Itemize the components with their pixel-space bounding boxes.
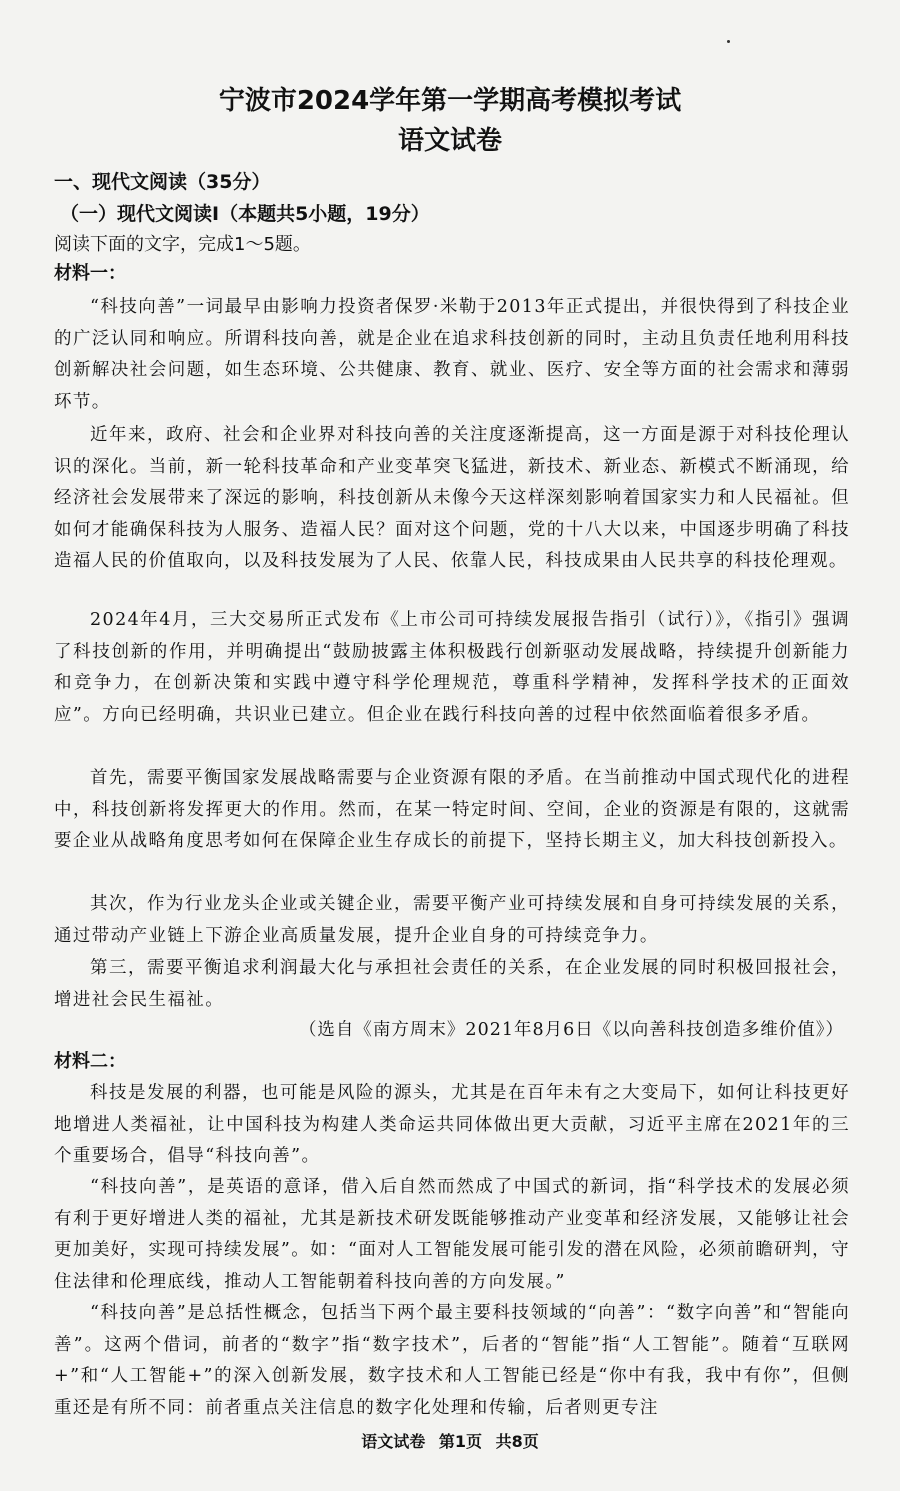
material-two-paragraph: “科技向善”，是英语的意译，借入后自然而然成了中国式的新词，指“科学技术的发展必须有利于更好增进人类的福祉，尤其是新技术研发既能够推动产业变革和经济发展，又能够让社会更加美好，实现可持续发展”。如：“面对人工智能发展可能引发的潜在风险，必须前瞻研判，守住法律和伦理底线，推动人工智能朝着科技向善的方向发展。” [54,1177,850,1292]
subsection-heading: （一）现代文阅读Ⅰ（本题共5小题，19分） [60,203,430,225]
material-two-paragraph: “科技向善”是总括性概念，包括当下两个最主要科技领域的“向善”：“数字向善”和“智能向善”。这两个借词，前者的“数字”指“数字技术”，后者的“智能”指“人工智能”。随着“互联网+”和“人工智能+”的深入创新发展，数字技术和人工智能已经是“你中有我，我中有你”，但侧重还是有所不同：前者重点关注信息的数字化处理和传输，后者则更专注 [54,1303,850,1418]
footer-page-number: 第1页 [438,1432,482,1451]
material-one-paragraph: 2024年4月，三大交易所正式发布《上市公司可持续发展报告指引（试行）》，《指引》强调了科技创新的作用，并明确提出“鼓励披露主体积极践行创新驱动发展战略，持续提升创新能力和竞争力，在创新决策和实践中遵守科学伦理规范，尊重科学精神，发挥科学技术的正面效应”。方向已经明确，共识业已建立。但企业在践行科技向善的过程中依然面临着很多矛盾。 [54,610,850,725]
material-one-paragraph: “科技向善”一词最早由影响力投资者保罗·米勒于2013年正式提出，并很快得到了科技企业的广泛认同和响应。所谓科技向善，就是企业在追求科技创新的同时，主动且负责任地利用科技创新解决社会问题，如生态环境、公共健康、教育、就业、医疗、安全等方面的社会需求和薄弱环节。 [54,297,850,412]
footer-total-pages: 共8页 [495,1432,539,1451]
material-one-paragraph: 首先，需要平衡国家发展战略需要与企业资源有限的矛盾。在当前推动中国式现代化的进程中，科技创新将发挥更大的作用。然而，在某一特定时间、空间，企业的资源是有限的，这就需要企业从战略角度思考如何在保障企业生存成长的前提下，坚持长期主义，加大科技创新投入。 [54,768,850,851]
material-one-paragraph: 近年来，政府、社会和企业界对科技向善的关注度逐渐提高，这一方面是源于对科技伦理认识的深化。当前，新一轮科技革命和产业变革突飞猛进，新技术、新业态、新模式不断涌现，给经济社会发展带来了深远的影响，科技创新从未像今天这样深刻影响着国家实力和人民福祉。但如何才能确保科技为人服务、造福人民？面对这个问题，党的十八大以来，中国逐步明确了科技造福人民的价值取向，以及科技发展为了人民、依靠人民，科技成果由人民共享的科技伦理观。 [54,425,850,571]
reading-instruction: 阅读下面的文字，完成1～5题。 [54,234,311,255]
material-one-label: 材料一： [54,263,126,284]
footer-subject: 语文试卷 [361,1432,426,1451]
material-two-paragraph: 科技是发展的利器，也可能是风险的源头，尤其是在百年未有之大变局下，如何让科技更好地增进人类福祉，让中国科技为构建人类命运共同体做出更大贡献，习近平主席在2021年的三个重要场合，倡导“科技向善”。 [54,1083,850,1166]
exam-subtitle: 语文试卷 [397,126,502,156]
scan-speck [727,40,730,43]
page-footer [0,1430,900,1454]
material-one-paragraph: 第三，需要平衡追求利润最大化与承担社会责任的关系，在企业发展的同时积极回报社会，增进社会民生福祉。 [54,958,850,1010]
material-one-source: （选自《南方周末》2021年8月6日《以向善科技创造多维价值》） [298,1020,844,1040]
section-heading: 一、现代文阅读（35分） [54,171,271,193]
material-two-label: 材料二： [54,1051,126,1072]
exam-title: 宁波市2024学年第一学期高考模拟考试 [218,86,682,116]
material-one-paragraph: 其次，作为行业龙头企业或关键企业，需要平衡产业可持续发展和自身可持续发展的关系，通过带动产业链上下游企业高质量发展，提升企业自身的可持续竞争力。 [54,894,850,946]
